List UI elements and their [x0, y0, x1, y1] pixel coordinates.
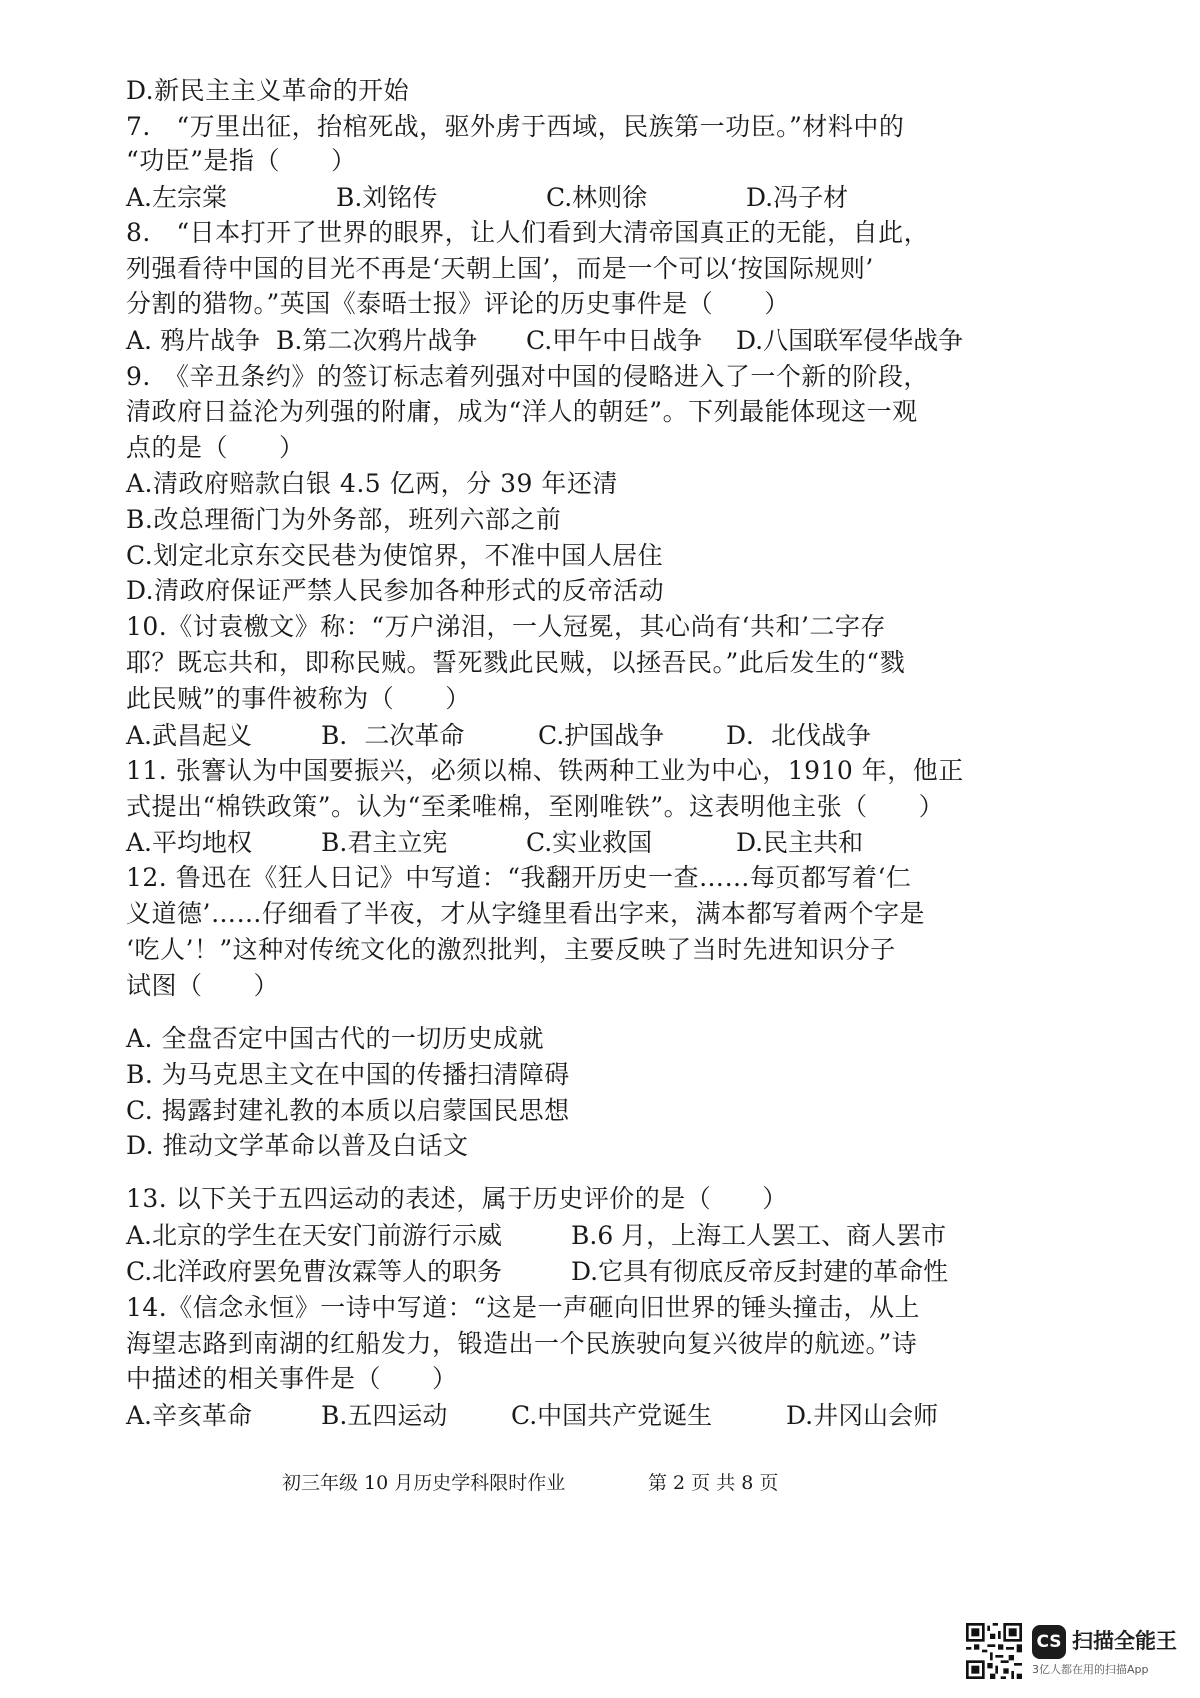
- q14-stem-line3: 中描述的相关事件是（ ）: [126, 1364, 458, 1393]
- q11-option-b: B.君主立宪: [321, 828, 448, 857]
- q7-option-a: A.左宗棠: [126, 183, 228, 212]
- q8-option-d: D.八国联军侵华战争: [736, 326, 964, 355]
- scanner-watermark: [966, 1623, 1186, 1685]
- q11-stem-line1: 11. 张謇认为中国要振兴，必须以棉、铁两种工业为中心，1910 年，他正: [126, 756, 964, 785]
- q14-option-c: C.中国共产党诞生: [511, 1401, 713, 1430]
- q8-option-c: C.甲午中日战争: [526, 326, 703, 355]
- q12-stem-line4: 试图（ ）: [126, 971, 280, 1000]
- q10-option-b: B．二次革命: [321, 721, 465, 750]
- q7-option-d: D.冯子材: [746, 183, 849, 212]
- footer-title: 初三年级 10 月历史学科限时作业: [282, 1472, 566, 1494]
- q13-option-c: C.北洋政府罢免曹汝霖等人的职务: [126, 1257, 503, 1286]
- q11-option-d: D.民主共和: [736, 828, 864, 857]
- q10-option-a: A.武昌起义: [126, 721, 253, 750]
- q13-option-d: D.它具有彻底反帝反封建的革命性: [571, 1257, 949, 1286]
- q10-stem-line3: 此民贼”的事件被称为（ ）: [126, 684, 471, 713]
- q11-option-a: A.平均地权: [126, 828, 253, 857]
- q7-option-c: C.林则徐: [546, 183, 648, 212]
- q7-option-b: B.刘铭传: [336, 183, 438, 212]
- scanner-tagline: 3亿人都在用的扫描App: [1032, 1663, 1149, 1676]
- q12-option-c: C. 揭露封建礼教的本质以启蒙国民思想: [126, 1096, 570, 1125]
- q12-stem-line2: 义道德’……仔细看了半夜，才从字缝里看出字来，满本都写着两个字是: [126, 899, 925, 928]
- footer-page-number: 第 2 页 共 8 页: [648, 1472, 779, 1494]
- q6-option-d: D.新民主主义革命的开始: [126, 76, 410, 105]
- q13-stem-line1: 13. 以下关于五四运动的表述，属于历史评价的是（ ）: [126, 1184, 788, 1213]
- q10-option-d: D．北伐战争: [726, 721, 872, 750]
- q12-option-d: D. 推动文学革命以普及白话文: [126, 1131, 469, 1160]
- scanner-app-name: 扫描全能王: [1072, 1629, 1177, 1653]
- q9-option-d: D.清政府保证严禁人民参加各种形式的反帝活动: [126, 576, 665, 605]
- q12-option-b: B. 为马克思主文在中国的传播扫清障碍: [126, 1060, 570, 1089]
- q9-stem-line1: 9. 《辛丑条约》的签订标志着列强对中国的侵略进入了一个新的阶段，: [126, 362, 929, 391]
- q9-option-a: A.清政府赔款白银 4.5 亿两，分 39 年还清: [126, 469, 618, 498]
- q8-option-b: B.第二次鸦片战争: [276, 326, 478, 355]
- q9-option-b: B.改总理衙门为外务部，班列六部之前: [126, 505, 562, 534]
- q7-stem-line1: 7. “万里出征，抬棺死战，驱外虏于西域，民族第一功臣。”材料中的: [126, 112, 905, 141]
- q10-stem-line2: 耶？既忘共和，即称民贼。誓死戮此民贼，以拯吾民。”此后发生的“戮: [126, 648, 906, 677]
- q8-stem-line2: 列强看待中国的目光不再是‘天朝上国’，而是一个可以‘按国际规则’: [126, 254, 874, 283]
- q13-option-a: A.北京的学生在天安门前游行示威: [126, 1221, 503, 1250]
- q12-option-a: A. 全盘否定中国古代的一切历史成就: [126, 1024, 544, 1053]
- qr-code-icon: [966, 1623, 1022, 1679]
- q12-stem-line3: ‘吃人’！”这种对传统文化的激烈批判，主要反映了当时先进知识分子: [126, 935, 896, 964]
- q14-stem-line2: 海望志路到南湖的红船发力，锻造出一个民族驶向复兴彼岸的航迹。”诗: [126, 1329, 918, 1358]
- q10-option-c: C.护国战争: [538, 721, 665, 750]
- q11-option-c: C.实业救国: [526, 828, 653, 857]
- q14-option-b: B.五四运动: [321, 1401, 448, 1430]
- q14-option-d: D.井冈山会师: [786, 1401, 939, 1430]
- q11-stem-line2: 式提出“棉铁政策”。认为“至柔唯棉，至刚唯铁”。这表明他主张（ ）: [126, 792, 945, 821]
- camscanner-logo: CS: [1032, 1625, 1066, 1659]
- q12-stem-line1: 12. 鲁迅在《狂人日记》中写道：“我翻开历史一查……每页都写着‘仁: [126, 863, 912, 892]
- q8-stem-line3: 分割的猎物。”英国《泰晤士报》评论的历史事件是（ ）: [126, 289, 790, 318]
- q9-stem-line2: 清政府日益沦为列强的附庸，成为“洋人的朝廷”。下列最能体现这一观: [126, 397, 918, 426]
- q7-stem-line2: “功臣”是指（ ）: [126, 146, 357, 175]
- q8-stem-line1: 8. “日本打开了世界的眼界，让人们看到大清帝国真正的无能，自此，: [126, 218, 930, 247]
- q14-option-a: A.辛亥革命: [126, 1401, 253, 1430]
- q8-option-a: A. 鸦片战争: [126, 326, 260, 355]
- q14-stem-line1: 14.《信念永恒》一诗中写道：“这是一声砸向旧世界的锤头撞击，从上: [126, 1293, 921, 1322]
- q13-option-b: B.6 月，上海工人罢工、商人罢市: [571, 1221, 947, 1250]
- q10-stem-line1: 10.《讨袁檄文》称：“万户涕泪，一人冠冕，其心尚有‘共和’二字存: [126, 612, 886, 641]
- q9-stem-line3: 点的是（ ）: [126, 433, 305, 462]
- q9-option-c: C.划定北京东交民巷为使馆界，不准中国人居住: [126, 541, 664, 570]
